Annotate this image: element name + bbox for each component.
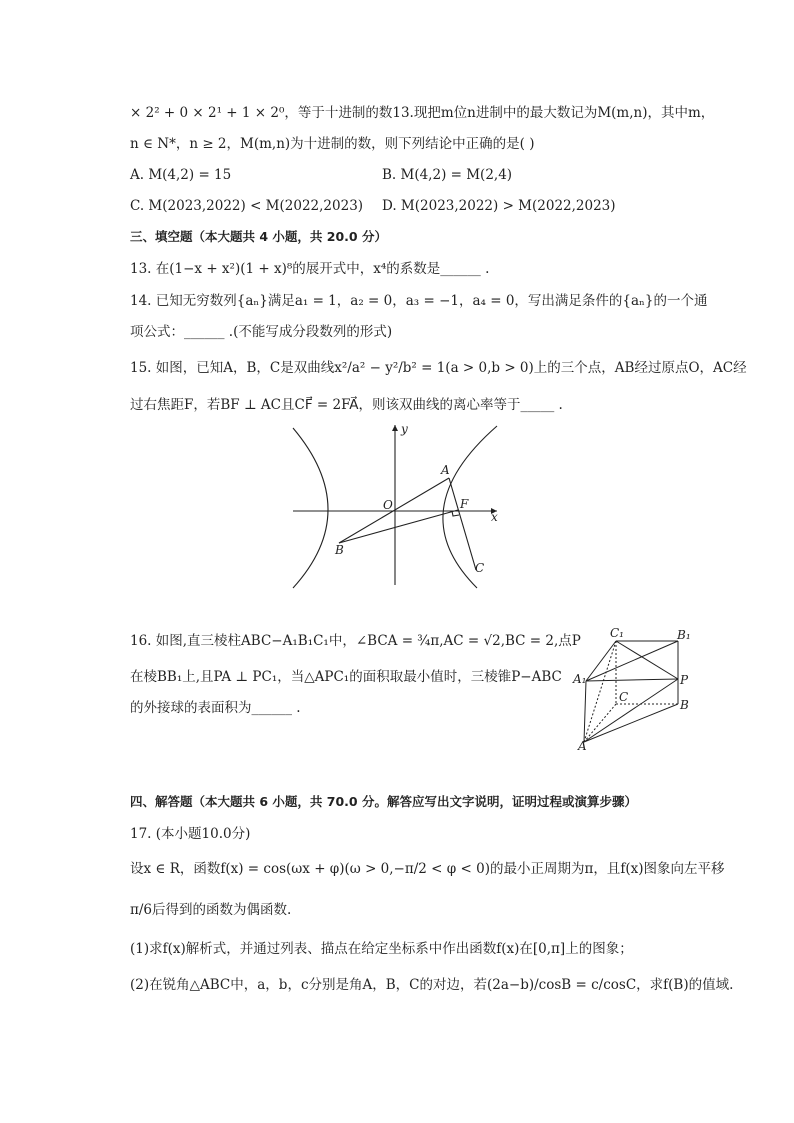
q16-line1: 16. 如图,直三棱柱ABC−A₁B₁C₁中，∠BCA = ¾π,AC = √2,BC = 2,点P	[130, 633, 581, 649]
hyperbola-left-branch	[293, 428, 328, 588]
q12-line1: × 2² + 0 × 2¹ + 1 × 2⁰，等于十进制的数13.现把m位n进制中的最大数记为M(m,n)，其中m，	[130, 105, 715, 121]
q12-option-b: B. M(4,2) = M(2,4)	[382, 167, 513, 183]
label-f: F	[460, 497, 469, 511]
hyperbola-figure	[285, 420, 510, 590]
label-b1: B₁	[677, 628, 691, 642]
q15-line2: 过右焦距F，若BF ⊥ AC且CF⃗ = 2FA⃗，则该双曲线的离心率等于_____ .	[130, 397, 563, 413]
label-b: B	[680, 698, 689, 712]
label-a: A	[441, 463, 450, 477]
q17-line1: 设x ∈ R，函数f(x) = cos(ωx + φ)(ω > 0,−π/2 < φ < 0)的最小正周期为π，且f(x)图象向左平移	[130, 861, 725, 877]
section-3-heading: 三、填空题（本大题共 4 小题，共 20.0 分）	[130, 229, 387, 244]
label-y: y	[401, 422, 408, 436]
y-axis-arrow	[392, 425, 398, 431]
label-x: x	[491, 510, 498, 524]
label-b: B	[335, 543, 344, 557]
q17-heading: 17. (本小题10.0分)	[130, 826, 251, 842]
q15-line1: 15. 如图，已知A，B，C是双曲线x²/a² − y²/b² = 1(a > 0,b > 0)上的三个点，AB经过原点O，AC经	[130, 360, 747, 376]
label-a: A	[578, 739, 587, 752]
q14-line2: 项公式：______ .(不能写成分段数列的形式)	[130, 324, 393, 340]
q17-line2: π/6后得到的函数为偶函数.	[130, 902, 292, 918]
label-c: C	[475, 561, 485, 575]
q12-option-c: C. M(2023,2022) < M(2022,2023)	[130, 198, 364, 214]
q16-line3: 的外接球的表面积为______ .	[130, 700, 301, 716]
q16-line2: 在棱BB₁上,且PA ⊥ PC₁，当△APC₁的面积取最小值时，三棱锥P−ABC	[130, 669, 562, 685]
prism-figure	[570, 622, 695, 752]
q13-text: 13. 在(1−x + x²)(1 + x)⁸的展开式中，x⁴的系数是______ .	[130, 261, 490, 277]
label-a1: A₁	[573, 672, 587, 686]
hyperbola-right-branch	[443, 426, 497, 588]
label-c: C	[619, 690, 629, 704]
q14-line1: 14. 已知无穷数列{aₙ}满足a₁ = 1，a₂ = 0，a₃ = −1，a₄ = 0，写出满足条件的{aₙ}的一个通	[130, 293, 708, 309]
label-p: P	[680, 673, 689, 687]
q12-line2: n ∈ N*，n ≥ 2，M(m,n)为十进制的数，则下列结论中正确的是( )	[130, 136, 535, 152]
q12-option-a: A. M(4,2) = 15	[130, 167, 232, 183]
section-4-heading: 四、解答题（本大题共 6 小题，共 70.0 分。解答应写出文字说明，证明过程或演算步骤）	[130, 794, 637, 809]
segment-bf	[339, 510, 458, 543]
label-c1: C₁	[610, 626, 624, 640]
q17-part2: (2)在锐角△ABC中，a，b，c分别是角A，B，C的对边，若(2a−b)/cosB = c/cosC，求f(B)的值域.	[130, 977, 734, 993]
label-o: O	[383, 498, 393, 512]
q17-part1: (1)求f(x)解析式，并通过列表、描点在给定坐标系中作出函数f(x)在[0,π]上的图象；	[130, 941, 633, 957]
q12-option-d: D. M(2023,2022) > M(2022,2023)	[382, 198, 616, 214]
